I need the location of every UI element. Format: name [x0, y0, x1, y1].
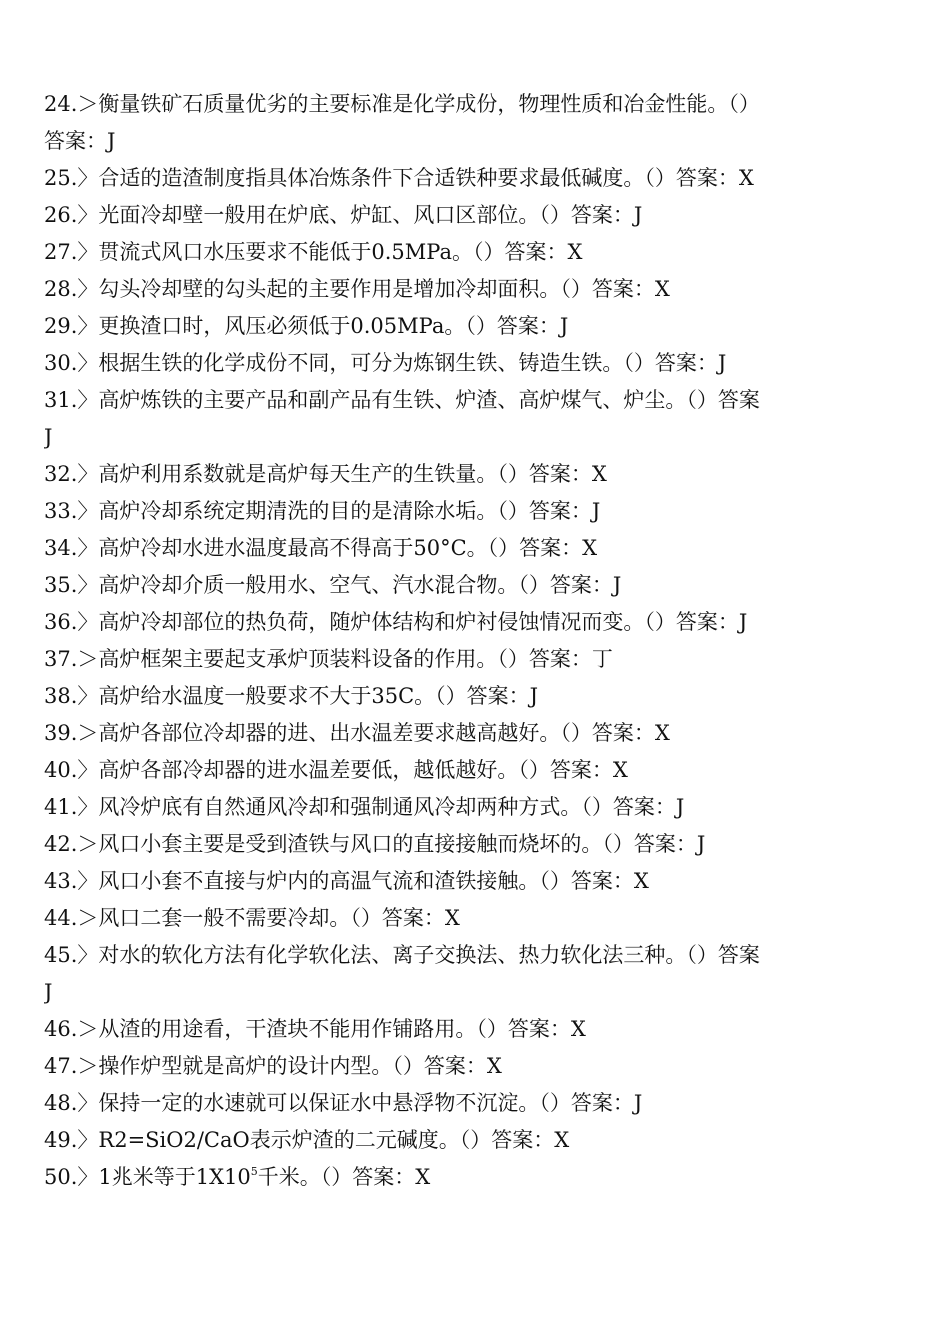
text-line: 35.〉高炉冷却介质一般用水、空气、汽水混合物。（）答案：J: [44, 573, 622, 597]
text-line: 30.〉根据生铁的化学成份不同，可分为炼钢生铁、铸造生铁。（）答案：J: [44, 351, 727, 375]
text-line: 45.〉对水的软化方法有化学软化法、离子交换法、热力软化法三种。（）答案: [44, 943, 760, 967]
text-line: 44.＞风口二套一般不需要冷却。（）答案：X: [44, 906, 460, 930]
text-line: 25.〉合适的造渣制度指具体冶炼条件下合适铁种要求最低碱度。（）答案：X: [44, 166, 754, 190]
text-line: 40.〉高炉各部冷却器的进水温差要低，越低越好。（）答案：X: [44, 758, 628, 782]
question-list: [44, 86, 914, 1196]
text-line: 41.〉风冷炉底有自然通风冷却和强制通风冷却两种方式。（）答案：J: [44, 795, 685, 819]
text-line: 32.〉高炉利用系数就是高炉每天生产的生铁量。（）答案：X: [44, 462, 607, 486]
text-line: 26.〉光面冷却壁一般用在炉底、炉缸、风口区部位。（）答案：J: [44, 203, 643, 227]
text-line: 49.〉R2=SiO2/CaO表示炉渣的二元碱度。（）答案：X: [44, 1128, 570, 1152]
text-line: 37.＞高炉框架主要起支承炉顶装料设备的作用。（）答案：丁: [44, 647, 613, 671]
text-line: 42.＞风口小套主要是受到渣铁与风口的直接接触而烧坏的。（）答案：J: [44, 832, 706, 856]
text-line: 答案：J: [44, 129, 116, 153]
text-line: 34.〉高炉冷却水进水温度最高不得高于50°C。（）答案：X: [44, 536, 598, 560]
text-line: 48.〉保持一定的水速就可以保证水中悬浮物不沉淀。（）答案：J: [44, 1091, 643, 1115]
superscript-exponent: 5: [250, 1165, 258, 1178]
text-line: 28.〉勾头冷却壁的勾头起的主要作用是增加冷却面积。（）答案：X: [44, 277, 670, 301]
text-line: 46.＞从渣的用途看，干渣块不能用作铺路用。（）答案：X: [44, 1017, 586, 1041]
text-line: 47.＞操作炉型就是高炉的设计内型。（）答案：X: [44, 1054, 502, 1078]
text-line: J: [44, 980, 53, 1004]
text-line: 43.〉风口小套不直接与炉内的高温气流和渣铁接触。（）答案：X: [44, 869, 649, 893]
last-line-after: 千米。（）答案：X: [257, 1165, 431, 1189]
text-line: 36.〉高炉冷却部位的热负荷，随炉体结构和炉衬侵蚀情况而变。（）答案：J: [44, 610, 748, 634]
text-line: J: [44, 425, 53, 449]
text-line-last: [44, 1159, 914, 1196]
text-line: 31.〉高炉炼铁的主要产品和副产品有生铁、炉渣、高炉煤气、炉尘。（）答案: [44, 388, 760, 412]
text-line: 33.〉高炉冷却系统定期清洗的目的是清除水垢。（）答案：J: [44, 499, 601, 523]
text-line: 27.〉贯流式风口水压要求不能低于0.5MPa。（）答案：X: [44, 240, 583, 264]
text-line: 24.＞衡量铁矿石质量优劣的主要标准是化学成份，物理性质和冶金性能。（）: [44, 92, 760, 116]
text-line: 29.〉更换渣口时，风压必须低于0.05MPa。（）答案：J: [44, 314, 569, 338]
text-line: 38.〉高炉给水温度一般要求不大于35C。（）答案：J: [44, 684, 539, 708]
text-line: 39.＞高炉各部位冷却器的进、出水温差要求越高越好。（）答案：X: [44, 721, 670, 745]
last-line-before: 50.〉1兆米等于1X10: [44, 1165, 251, 1189]
